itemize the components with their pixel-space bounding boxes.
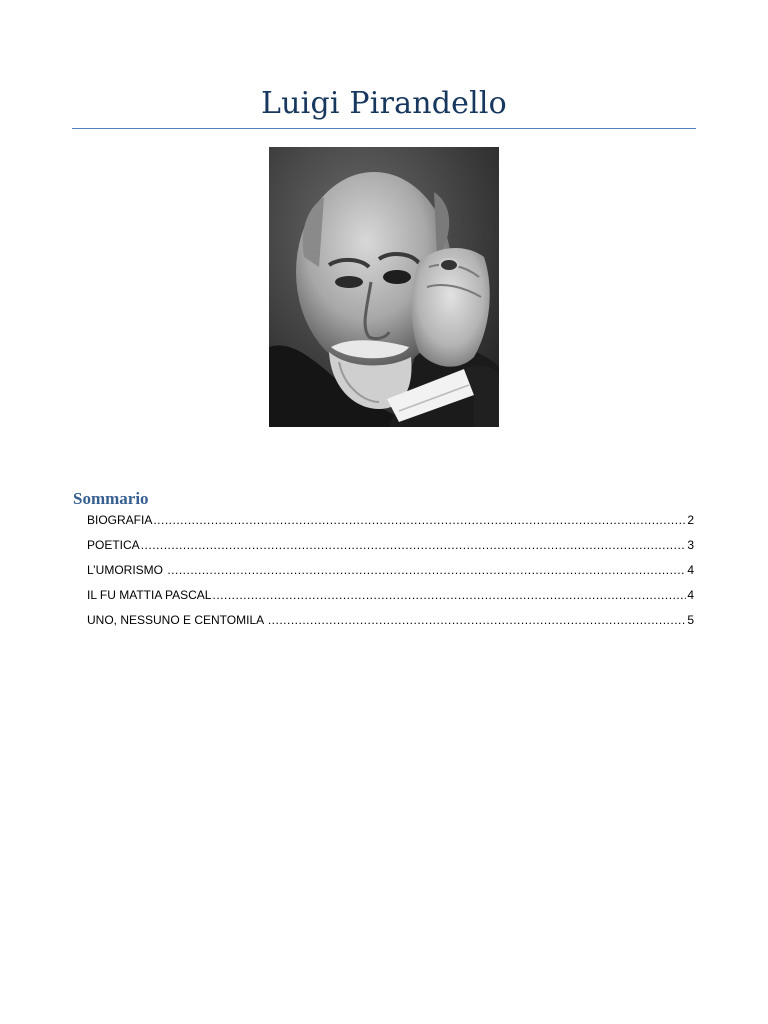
toc-entry-label: BIOGRAFIA	[87, 513, 153, 527]
toc-entry-biografia[interactable]	[87, 510, 694, 535]
table-of-contents	[87, 510, 694, 635]
toc-dot-leader	[141, 535, 687, 555]
toc-entry-page: 3	[687, 538, 694, 552]
toc-dot-leader	[268, 610, 687, 630]
toc-entry-mattia-pascal[interactable]	[87, 585, 694, 610]
toc-entry-label: L’UMORISMO	[87, 563, 167, 577]
toc-dot-leader	[212, 585, 686, 605]
toc-heading: Sommario	[73, 489, 149, 508]
toc-entry-label: POETICA	[87, 538, 140, 552]
toc-entry-umorismo[interactable]	[87, 560, 694, 585]
toc-entry-poetica[interactable]	[87, 535, 694, 560]
toc-entry-page: 2	[687, 513, 694, 527]
portrait-photo	[269, 147, 499, 427]
document-title: Luigi Pirandello	[261, 86, 507, 121]
toc-entry-page: 4	[687, 588, 694, 602]
toc-dot-leader	[153, 510, 686, 530]
toc-entry-label: IL FU MATTIA PASCAL	[87, 588, 212, 602]
title-underline	[72, 128, 696, 129]
toc-entry-label: UNO, NESSUNO E CENTOMILA	[87, 613, 267, 627]
toc-entry-uno-nessuno-centomila[interactable]	[87, 610, 694, 635]
toc-dot-leader	[167, 560, 686, 580]
toc-entry-page: 5	[687, 613, 694, 627]
toc-entry-page: 4	[687, 563, 694, 577]
